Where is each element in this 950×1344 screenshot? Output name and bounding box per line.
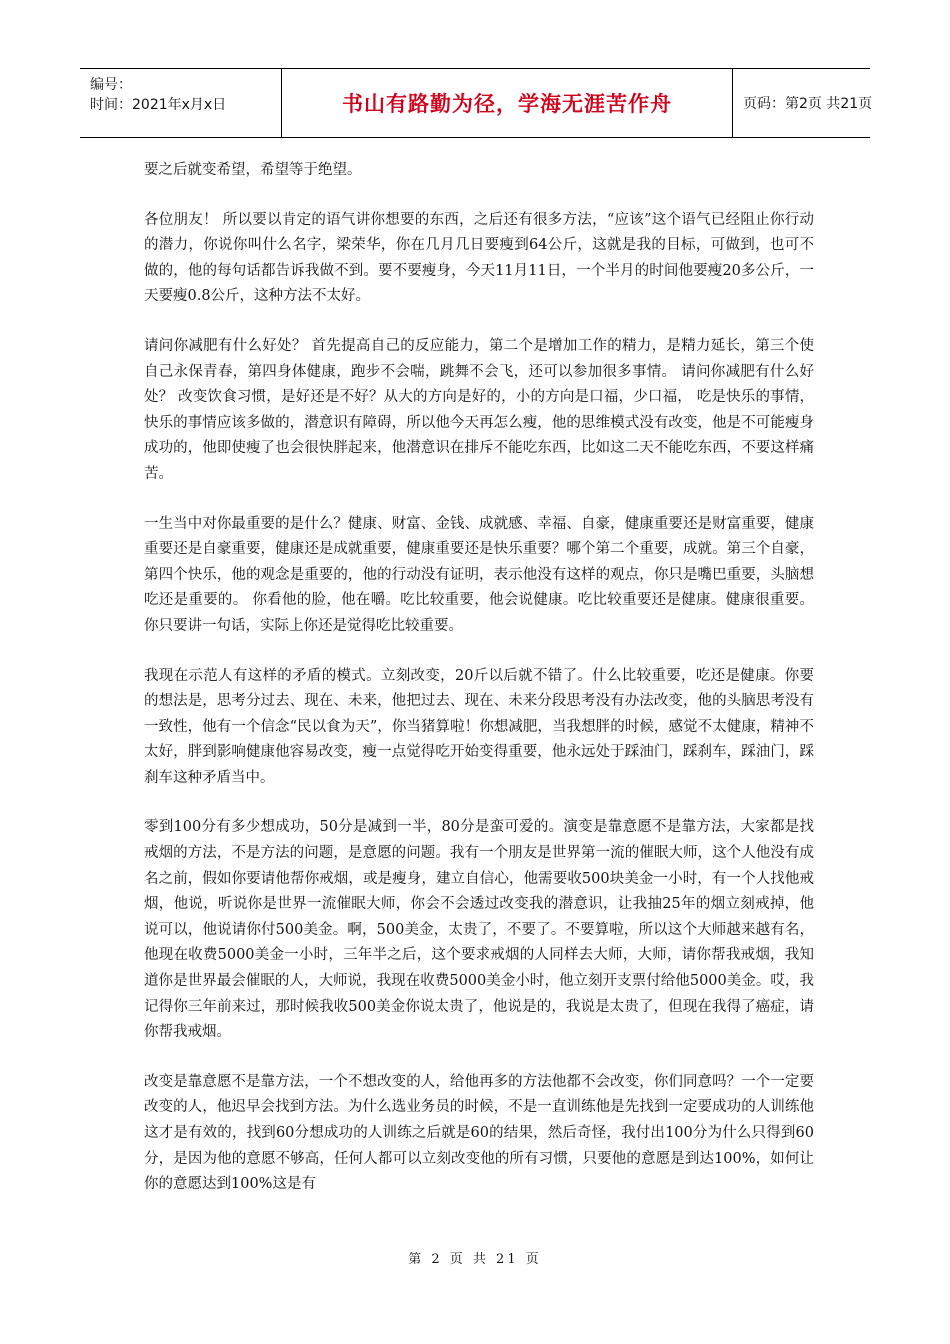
page-header [80, 68, 873, 138]
body-paragraph: 我现在示范人有这样的矛盾的模式。立刻改变，20斤以后就不错了。什么比较重要，吃还是健康。你要的想法是，思考分过去、现在、未来，他把过去、现在、未来分段思考没有办法改变，他的头脑思考没有一致性，他有一个信念“民以食为天”，你当猪算啦！你想减肥，当我想胖的时候，感觉不太健康，精神不太好，胖到影响健康他容易改变，瘦一点觉得吃开始变得重要，他永远处于踩油门，踩刹车，踩油门，踩刹车这种矛盾当中。 [144, 667, 814, 786]
document-number-label: 编号： [90, 77, 132, 93]
body-paragraph: 要之后就变希望，希望等于绝望。 [144, 162, 362, 178]
document-body [144, 158, 814, 1222]
body-paragraph: 一生当中对你最重要的是什么？健康、财富、金钱、成就感、幸福、自豪，健康重要还是财富重要，健康重要还是自豪重要，健康还是成就重要，健康重要还是快乐重要？哪个第二个重要，成就。第三个自豪，第四个快乐，他的观念是重要的，他的行动没有证明，表示他没有这样的观点，你只是嘴巴重要，头脑想吃还是重要的。 你看他的脸，他在嚼。吃比较重要，他会说健康。吃比较重要还是健康。健康很重要。你只要讲一句话，实际上你还是觉得吃比较重要。 [144, 515, 814, 634]
header-motto-cell [281, 69, 733, 137]
header-motto: 书山有路勤为径，学海无涯苦作舟 [342, 92, 672, 116]
body-paragraph: 各位朋友！ 所以要以肯定的语气讲你想要的东西，之后还有很多方法，“应该”这个语气已经阻止你行动的潜力，你说你叫什么名字，梁荣华，你在几月几日要瘦到64公斤，这就是我的目标，可做到，也可不做的，他的每句话都告诉我做不到。要不要瘦身，今天11月11日，一个半月的时间他要瘦20多公斤，一天要瘦0.8公斤，这种方法不太好。 [144, 211, 814, 305]
header-meta [90, 75, 280, 115]
page-footer: 第 2 页 共 21 页 [408, 1252, 542, 1267]
body-paragraph: 改变是靠意愿不是靠方法，一个不想改变的人，给他再多的方法他都不会改变，你们同意吗？一个一定要改变的人，他迟早会找到方法。为什么选业务员的时候，不是一直训练他是先找到一定要成功的人训练他这才是有效的，找到60分想成功的人训练之后就是60的结果，然后奇怪，我付出100分为什么只得到60分，是因为他的意愿不够高，任何人都可以立刻改变他的所有习惯，只要他的意愿是到达100%，如何让你的意愿达到100%这是有 [144, 1073, 814, 1193]
body-paragraph: 请问你减肥有什么好处？ 首先提高自己的反应能力，第二个是增加工作的精力，是精力延长，第三个使自己永保青春，第四身体健康，跑步不会喘，跳舞不会飞，还可以参加很多事情。 请问你减肥有什么好处？ 改变饮食习惯，是好还是不好？从大的方向是好的，小的方向是口福，少口福， 吃是快乐的事情，快乐的事情应该多做的，潜意识有障碍，所以他今天再怎么瘦，他的思维模式没有改变，他是不可能瘦身成功的，他即使瘦了也会很快胖起来，他潜意识在排斥不能吃东西，比如这二天不能吃东西，不要这样痛苦。 [144, 337, 814, 482]
body-paragraph: 零到100分有多少想成功，50分是减到一半，80分是蛮可爱的。演变是靠意愿不是靠方法，大家都是找戒烟的方法，不是方法的问题，是意愿的问题。我有一个朋友是世界第一流的催眠大师，这个人他没有成名之前，假如你要请他帮你戒烟，或是瘦身，建立自信心，他需要收500块美金一小时，有一个人找他戒烟，他说，听说你是世界一流催眠大师，你会不会透过改变我的潜意识，让我抽25年的烟立刻戒掉，他说可以，他说请你付500美金。啊，500美金，太贵了，不要了。不要算啦，所以这个大师越来越有名，他现在收费5000美金一小时，三年半之后，这个要求戒烟的人同样去大师，大师，请你帮我戒烟，我知道你是世界最会催眠的人，大师说，我现在收费5000美金小时，他立刻开支票付给他5000美金。哎，我记得你三年前来过，那时候我收500美金你说太贵了，他说是的，我说是太贵了，但现在我得了癌症，请你帮我戒烟。 [144, 819, 814, 1041]
header-page-number: 页码：第2页 共21页 [743, 96, 873, 112]
document-date-label: 时间：2021年x月x日 [90, 97, 227, 113]
